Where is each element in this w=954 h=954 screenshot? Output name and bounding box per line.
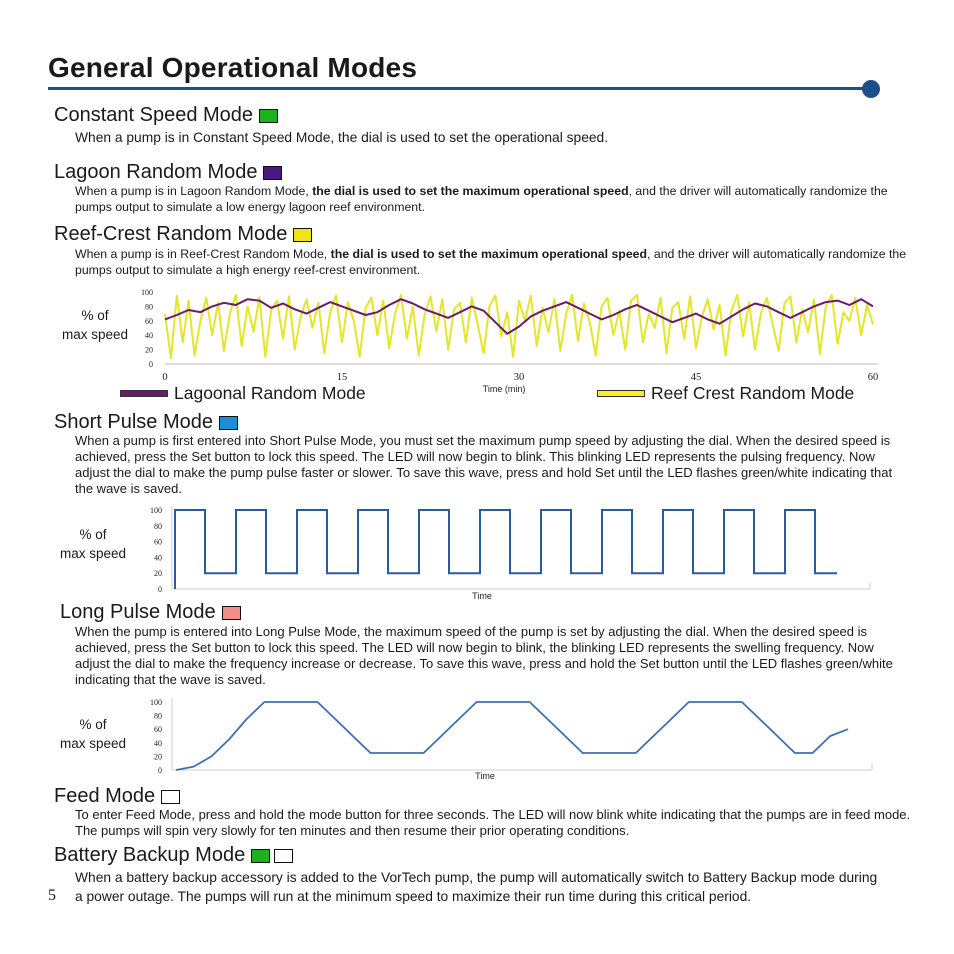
- page-title: General Operational Modes: [48, 52, 418, 83]
- random-ylabel-1: % of: [81, 308, 109, 323]
- long-y-tick: 40: [154, 738, 162, 748]
- random-ylabel-2: max speed: [61, 327, 129, 342]
- constant-swatch: [259, 109, 278, 123]
- constant-speed-heading: [54, 104, 278, 127]
- reef-title: Reef-Crest Random Mode: [54, 223, 288, 245]
- short-ylabel-2: max speed: [59, 546, 127, 561]
- legend-reef-swatch: [597, 390, 645, 397]
- battery-heading: [54, 844, 293, 867]
- feed-heading: [54, 785, 180, 808]
- long-y-tick: 0: [158, 766, 162, 775]
- constant-speed-title: Constant Speed Mode: [54, 104, 254, 126]
- lagoon-text: [75, 183, 915, 215]
- lagoon-swatch: [263, 166, 282, 180]
- long-pulse-heading: [60, 601, 241, 624]
- long-pulse-text: When the pump is entered into Long Pulse Mode, the maximum speed of the pump is set by adjusting the dial. When the desired speed is achieved, press the Set button to lock this speed. The LED will now begin to blink, the blinking LED represents the swelling frequency. Now adjust the dial to make the frequency increase or decrease. To save this wave, press and hold the Set button until the LED flashes green/white indicating that the wave is saved.: [75, 624, 893, 687]
- lagoon-text-bold: the dial is used to set the maximum operational speed: [312, 184, 629, 198]
- title-rule: [48, 87, 868, 90]
- legend-reef: [597, 383, 854, 404]
- random-modes-chart: [130, 284, 890, 396]
- long-y-tick: 20: [154, 752, 162, 762]
- battery-text-1: When a battery backup accessory is added to the VorTech pump, the pump will automatically switch to Battery Backup mode during: [75, 870, 878, 885]
- random-y-tick: 20: [145, 345, 153, 355]
- lagoon-text-a: When a pump is in Lagoon Random Mode,: [75, 184, 313, 198]
- random-y-tick: 80: [145, 302, 153, 312]
- battery-swatch-green: [251, 849, 270, 863]
- random-chart-ylabel: [52, 306, 138, 344]
- random-y-tick: 40: [145, 331, 153, 341]
- feed-text: To enter Feed Mode, press and hold the mode button for three seconds. The LED will now blink white indicating that the pumps are in feed mode. The pumps will spin very slowly for ten minutes and then resume their prior operating conditions.: [75, 807, 911, 838]
- long-y-tick: 100: [150, 698, 162, 707]
- random-x-label: Time (min): [482, 384, 526, 394]
- reef-text-a: When a pump is in Reef-Crest Random Mode,: [75, 247, 331, 261]
- random-y-tick: 0: [149, 360, 153, 369]
- short-y-tick: 40: [154, 553, 162, 563]
- random-y-tick: 60: [145, 316, 153, 326]
- feed-swatch: [161, 790, 180, 804]
- long-pulse-title: Long Pulse Mode: [60, 601, 216, 623]
- legend-lagoonal: [120, 383, 366, 404]
- battery-swatch-white: [274, 849, 293, 863]
- reef-text: [75, 246, 915, 278]
- reef-text-b: , and the driver will automatically randomize the pumps output to simulate a high energy reef-crest environment.: [75, 247, 907, 277]
- short-chart-ylabel: [50, 525, 136, 563]
- long-y-tick: 60: [154, 725, 162, 735]
- battery-title: Battery Backup Mode: [54, 844, 246, 866]
- lagoon-text-b: , and the driver will automatically randomize the pumps output to simulate a low energy lagoon reef environment.: [75, 184, 888, 214]
- random-x-tick: 15: [336, 372, 348, 383]
- feed-title: Feed Mode: [54, 785, 156, 807]
- random-y-tick: 100: [141, 288, 153, 297]
- short-y-tick: 80: [154, 521, 162, 531]
- random-x-tick: 30: [513, 372, 525, 383]
- random-x-tick: 0: [162, 372, 168, 383]
- short-ylabel-1: % of: [79, 527, 107, 542]
- short-pulse-title: Short Pulse Mode: [54, 411, 213, 433]
- long-ylabel-1: % of: [79, 717, 107, 732]
- short-pulse-series-line: [175, 510, 837, 589]
- short-y-tick: 20: [154, 569, 162, 579]
- short-y-tick: 0: [158, 585, 162, 594]
- short-y-tick: 100: [150, 506, 162, 515]
- reef-swatch: [293, 228, 312, 242]
- reef-text-bold: the dial is used to set the maximum operational speed: [330, 247, 648, 261]
- legend-lagoonal-swatch: [120, 390, 168, 397]
- legend-reef-label: Reef Crest Random Mode: [651, 383, 855, 403]
- short-pulse-chart: [140, 502, 875, 602]
- long-x-label: Time: [475, 771, 495, 781]
- random-x-tick: 45: [690, 372, 702, 383]
- short-pulse-heading: [54, 411, 238, 434]
- battery-text-2: a power outage. The pumps will run at the minimum speed to maximize their run time during this critical period.: [75, 889, 752, 904]
- lagoon-title: Lagoon Random Mode: [54, 161, 258, 183]
- reef-heading: [54, 223, 312, 246]
- short-x-label: Time: [472, 591, 492, 601]
- long-chart-ylabel: [50, 715, 136, 753]
- short-pulse-text: When a pump is first entered into Short Pulse Mode, you must set the maximum pump speed by adjusting the dial. When the desired speed is achieved, press the Set button to lock this speed. The LED will now begin to blink. This blinking LED represents the pulsing frequency. Now adjust the dial to make the pump pulse faster or slower. To save this wave, press and hold Set until the LED flashes green/white indicating that the wave is saved.: [75, 433, 893, 496]
- long-ylabel-2: max speed: [59, 736, 127, 751]
- random-x-tick: 60: [867, 372, 879, 383]
- long-pulse-chart: [140, 694, 875, 784]
- constant-speed-text: When a pump is in Constant Speed Mode, the dial is used to set the operational speed.: [75, 130, 609, 145]
- title-rule-dot: [862, 80, 880, 98]
- legend-lagoonal-label: Lagoonal Random Mode: [174, 383, 366, 403]
- long-y-tick: 80: [154, 711, 162, 721]
- page-number: 5: [48, 887, 56, 904]
- long-pulse-swatch: [222, 606, 241, 620]
- short-pulse-swatch: [219, 416, 238, 430]
- short-y-tick: 60: [154, 537, 162, 547]
- lagoon-heading: [54, 161, 282, 184]
- long-pulse-series-line: [176, 702, 848, 770]
